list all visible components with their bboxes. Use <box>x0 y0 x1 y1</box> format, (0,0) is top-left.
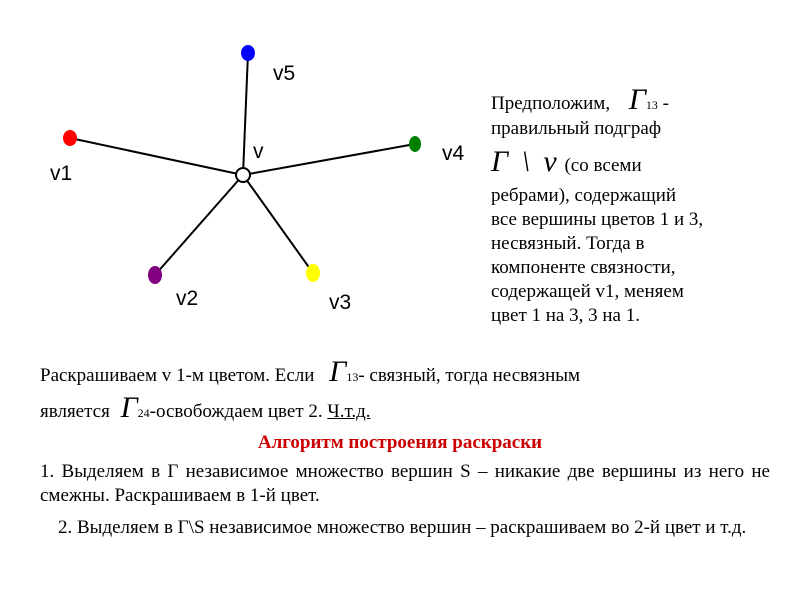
label-v: v <box>253 140 264 163</box>
assumption-line-7: компоненте связности, <box>491 257 676 278</box>
assumption-line-3 <box>491 145 642 178</box>
star-graph <box>0 0 480 340</box>
dash: - <box>657 93 669 114</box>
with-all-text: (со всеми <box>559 155 642 176</box>
gamma-symbol-3: Г <box>120 391 138 424</box>
gamma-symbol-2: Г <box>329 355 347 388</box>
edge-v-v1 <box>70 138 243 175</box>
algorithm-title: Алгоритм построения раскраски <box>257 432 543 453</box>
subscript-24: 24 <box>137 406 150 420</box>
algorithm-step-1: 1. Выделяем в Г независимое множество вершин S – никакие две вершины из него не смежны. Раскрашиваем в 1-й цвет. <box>40 461 770 506</box>
edge-v-v2 <box>155 175 243 275</box>
coloring-text: Раскрашиваем v 1-м цветом. Если <box>40 365 320 386</box>
label-v5: v5 <box>273 62 296 85</box>
vertex-v-center <box>236 168 250 182</box>
label-v4: v4 <box>442 142 465 165</box>
vertex-v2 <box>148 266 162 284</box>
assumption-line-1 <box>491 83 669 117</box>
assumption-word: Предположим, <box>491 93 611 114</box>
free-color-text: -освобождаем цвет 2. <box>149 401 328 422</box>
label-v1: v1 <box>50 162 73 185</box>
assumption-line-9: цвет 1 на 3, 3 на 1. <box>491 305 640 326</box>
assumption-line-4: ребрами), содержащий <box>491 185 677 206</box>
assumption-line-8: содержащей v1, меняем <box>491 281 684 302</box>
coloring-line-1 <box>40 355 581 389</box>
coloring-line-2 <box>40 391 371 425</box>
gamma-minus-v: Г \ v <box>491 145 560 178</box>
subscript-13: 13 <box>645 98 658 112</box>
edge-v-v5 <box>243 53 248 175</box>
algorithm-step-2: 2. Выделяем в Г\S независимое множество вершин – раскрашиваем во 2-й цвет и т.д. <box>58 517 747 538</box>
gamma-symbol: Г <box>628 83 646 116</box>
is-text: является <box>40 401 115 422</box>
qed: Ч.т.д. <box>327 401 371 422</box>
vertex-v1 <box>63 130 77 146</box>
label-v2: v2 <box>176 287 199 310</box>
assumption-line-6: несвязный. Тогда в <box>491 233 645 254</box>
subscript-13-b: 13 <box>346 370 359 384</box>
assumption-line-2: правильный подграф <box>491 118 662 139</box>
vertex-v5 <box>241 45 255 61</box>
assumption-line-5: все вершины цветов 1 и 3, <box>491 209 704 230</box>
label-v3: v3 <box>329 291 352 314</box>
edge-v-v3 <box>243 175 313 273</box>
connected-text: - связный, тогда несвязным <box>358 365 581 386</box>
edge-v-v4 <box>243 144 415 175</box>
vertex-v3 <box>306 264 320 282</box>
vertex-v4 <box>409 136 421 152</box>
